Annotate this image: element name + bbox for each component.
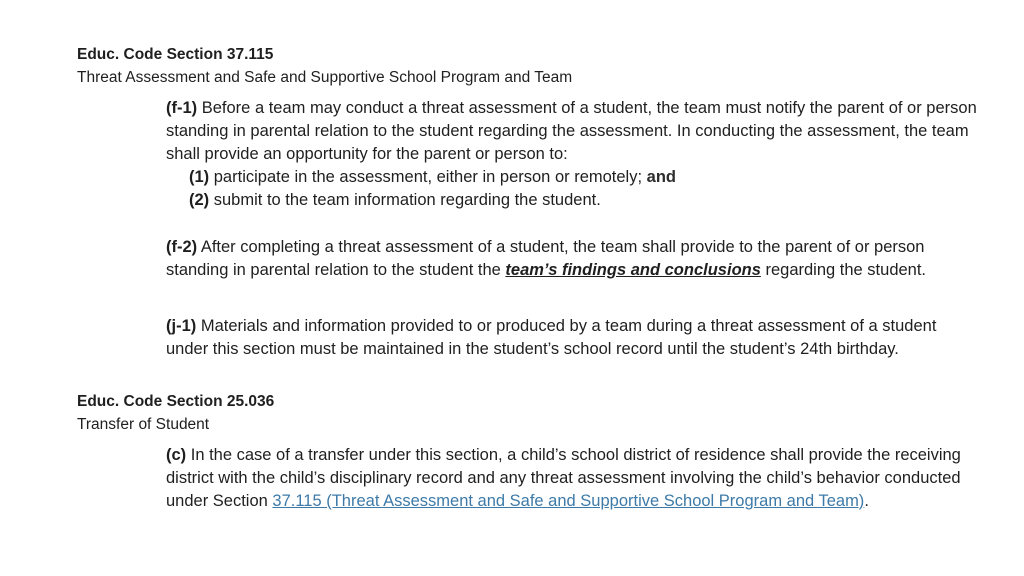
item-1-label: (1) bbox=[189, 168, 210, 186]
section-37-115-link[interactable]: 37.115 (Threat Assessment and Safe and Supportive School Program and Team) bbox=[272, 492, 865, 510]
item-2-text: submit to the team information regarding the student. bbox=[209, 191, 601, 209]
paragraph-j-1 bbox=[166, 315, 981, 361]
c-text-after: . bbox=[864, 492, 869, 510]
f-2-label: (f-2) bbox=[166, 238, 198, 256]
j-1-label: (j-1) bbox=[166, 317, 197, 335]
f-2-text-before: After completing a threat assessment of a student, the team shall provide to the parent of or person standing in parental relation to the student the bbox=[166, 238, 925, 279]
item-2-label: (2) bbox=[189, 191, 210, 209]
f-2-text-after: regarding the student. bbox=[760, 261, 927, 279]
f-1-item-1 bbox=[166, 166, 981, 189]
f-1-text: Before a team may conduct a threat assessment of a student, the team must notify the parent of or person standing in parental relation to the student regarding the assessment. In conducting the assessment, the team shall provide an opportunity for the parent or person to: bbox=[166, 99, 977, 163]
section-code: Educ. Code Section 37.115 bbox=[77, 46, 274, 63]
f-2-emphasis: team’s findings and conclusions bbox=[505, 261, 761, 279]
paragraph-f-2 bbox=[166, 236, 981, 282]
item-1-text: participate in the assessment, either in person or remotely; bbox=[209, 168, 647, 186]
f-1-label: (f-1) bbox=[166, 99, 198, 117]
f-1-body bbox=[166, 97, 981, 166]
section-title: Transfer of Student bbox=[77, 416, 210, 433]
section-heading-25-036 bbox=[77, 390, 274, 436]
section-heading-37-115 bbox=[77, 43, 572, 89]
paragraph-c bbox=[166, 444, 981, 513]
c-label: (c) bbox=[166, 446, 187, 464]
j-1-text: Materials and information provided to or produced by a team during a threat assessment of a student under this section must be maintained in the student’s school record until the student’s 24th birthday. bbox=[166, 317, 937, 358]
c-text-before: In the case of a transfer under this section, a child’s school district of residence shall provide the receiving district with the child’s disciplinary record and any threat assessment involving the child’s behavior conducted under Section bbox=[166, 446, 961, 510]
paragraph-f-1 bbox=[166, 97, 981, 212]
item-1-and: and bbox=[646, 168, 676, 186]
section-code: Educ. Code Section 25.036 bbox=[77, 393, 275, 410]
section-title: Threat Assessment and Safe and Supportive School Program and Team bbox=[77, 69, 573, 86]
f-1-item-2 bbox=[166, 189, 981, 212]
